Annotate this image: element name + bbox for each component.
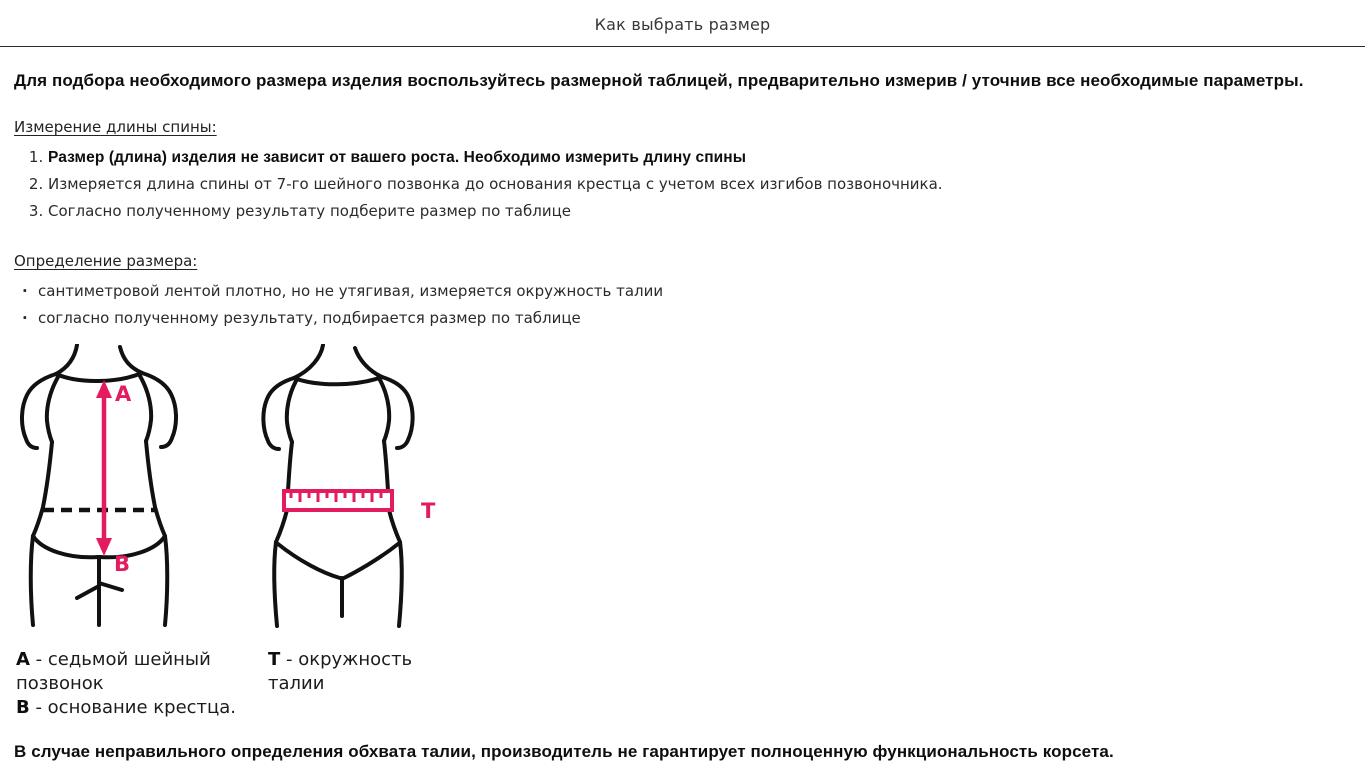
back-length-arrow-head-bottom bbox=[96, 538, 112, 556]
back-neck-left-line bbox=[56, 345, 77, 374]
back-left-leg-line bbox=[31, 536, 33, 625]
label-a: А bbox=[115, 382, 132, 406]
legend-entry-t: Т - окружность талии bbox=[268, 649, 413, 694]
front-left-side-line bbox=[288, 442, 292, 491]
measurement-figures bbox=[14, 344, 1351, 640]
size-determination-item-1: · сантиметровой лентой плотно, но не утягивая, измеряется окружность талии bbox=[14, 278, 1351, 305]
front-left-hip-line bbox=[276, 510, 287, 542]
page-header bbox=[0, 0, 1365, 46]
page-content bbox=[0, 71, 1365, 762]
back-right-armhole-line bbox=[140, 376, 151, 441]
label-t: Т bbox=[421, 499, 436, 523]
back-left-buttock-line bbox=[33, 536, 98, 557]
back-right-side-line bbox=[146, 441, 165, 536]
back-length-step-1: 1. Размер (длина) изделия не зависит от вашего роста. Необходимо измерить длину спины bbox=[48, 144, 1351, 171]
intro-text: Для подбора необходимого размера изделия воспользуйтесь размерной таблицей, предварительно измерив / уточнив все необходимые параметры. bbox=[14, 71, 1304, 90]
front-right-armhole-line bbox=[380, 380, 389, 441]
label-b: В bbox=[114, 552, 131, 576]
front-panty-left-line bbox=[278, 544, 340, 578]
header-divider bbox=[0, 46, 1365, 47]
size-determination-heading: Определение размера: bbox=[14, 252, 198, 270]
legend-entry-a: А - седьмой шейный позвонок bbox=[16, 649, 211, 694]
front-collar-line bbox=[294, 377, 382, 384]
size-determination-item-2: · согласно полученному результату, подбирается размер по таблице bbox=[14, 305, 1351, 332]
back-length-step-3: 3. Согласно полученному результату подберите размер по таблице bbox=[48, 198, 1351, 225]
page-title: Как выбрать размер bbox=[594, 15, 771, 34]
front-view-figure bbox=[258, 344, 448, 640]
front-neck-left-line bbox=[294, 345, 323, 378]
back-length-heading: Измерение длины спины: bbox=[14, 118, 217, 136]
front-panty-right-line bbox=[344, 544, 398, 578]
front-left-armhole-line bbox=[287, 381, 296, 442]
front-right-leg-line bbox=[399, 542, 402, 626]
back-right-leg-line bbox=[165, 536, 167, 625]
back-coccyx-left-line bbox=[77, 586, 99, 598]
front-right-side-line bbox=[384, 441, 388, 491]
front-neck-right-line bbox=[355, 348, 382, 377]
size-determination-list bbox=[14, 278, 1351, 332]
back-coccyx-right-line bbox=[99, 583, 122, 590]
back-collar-line bbox=[56, 373, 142, 381]
back-left-side-line bbox=[33, 442, 52, 536]
legend-column-front bbox=[268, 648, 433, 720]
front-right-hip-line bbox=[389, 510, 400, 542]
back-view-figure bbox=[14, 344, 184, 640]
front-left-leg-line bbox=[274, 542, 277, 626]
legend-column-back bbox=[16, 648, 246, 720]
back-length-steps bbox=[14, 144, 1351, 225]
legend-entry-b: В - основание крестца. bbox=[16, 697, 237, 718]
footer-note: В случае неправильного определения обхвата талии, производитель не гарантирует полноценную функциональность корсета. bbox=[14, 742, 1114, 761]
back-length-step-2: 2. Измеряется длина спины от 7-го шейного позвонка до основания крестца с учетом всех изгибов позвоночника. bbox=[48, 171, 1351, 198]
back-left-armhole-line bbox=[47, 377, 58, 442]
figure-legend bbox=[14, 648, 1351, 720]
back-neck-right-line bbox=[120, 347, 142, 373]
